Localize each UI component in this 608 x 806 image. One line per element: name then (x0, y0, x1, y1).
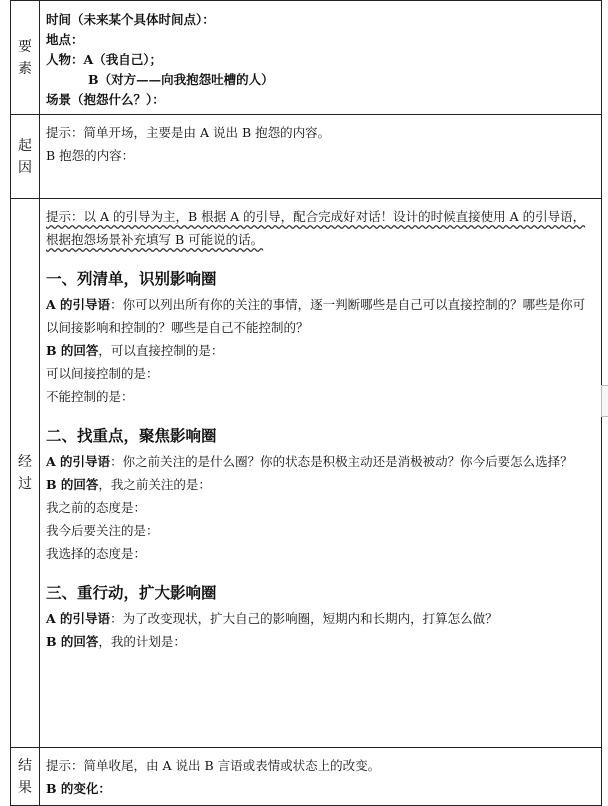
section2-prompt (46, 450, 595, 473)
label-char: 因 (18, 159, 32, 176)
label-start (11, 115, 40, 199)
section1-line2[interactable]: 可以间接控制的是： (46, 366, 159, 381)
row-result (11, 748, 602, 806)
label-process (11, 199, 40, 748)
elements-content (40, 1, 602, 115)
label-char: 结 (18, 757, 32, 774)
label-char: 要 (18, 38, 32, 55)
section2-line2[interactable]: 我之前的态度是： (46, 500, 147, 515)
a-text: ：你之前关注的是什么圈？你的状态是积极主动还是消极被动？你今后要怎么选择？ (110, 454, 573, 469)
place-field[interactable]: 地点： (46, 32, 84, 47)
label-elements (11, 1, 40, 115)
section3-title: 三、重行动，扩大影响圈 (46, 583, 217, 602)
b-text: ，我之前关注的是： (98, 477, 211, 492)
people-a-field[interactable]: 人物：A（我自己）； (46, 52, 162, 67)
label-char: 经 (18, 454, 32, 470)
label-char: 素 (18, 60, 32, 77)
b-complaint-field[interactable]: B 抱怨的内容： (46, 148, 135, 163)
time-field[interactable]: 时间（未来某个具体时间点）： (46, 12, 215, 27)
label-char: 起 (18, 137, 32, 154)
result-content (40, 748, 602, 806)
process-content (40, 199, 602, 748)
row-elements (11, 1, 602, 115)
process-hint: 提示：以 A 的引导为主，B 根据 A 的引导，配合完成好对话！设计的时候直接使用 A 的引导语，根据抱怨场景补充填写 B 可能说的话。 (46, 209, 586, 247)
b-change-field[interactable]: B 的变化： (46, 781, 111, 796)
a-label: A 的引导语 (46, 454, 111, 469)
b-label: B 的回答 (46, 634, 99, 649)
b-label: B 的回答 (46, 477, 99, 492)
worksheet-table (10, 0, 602, 806)
people-b-field[interactable]: B（对方——向我抱怨吐槽的人） (88, 72, 274, 87)
section3-answer[interactable] (46, 630, 595, 653)
label-char: 果 (18, 779, 32, 796)
scroll-handle[interactable] (601, 385, 608, 417)
section2-line4[interactable]: 我选择的态度是： (46, 546, 147, 561)
a-text: ：你可以列出所有你的关注的事情，逐一判断哪些是自己可以直接控制的？哪些是你可以间接影响和控制的？哪些是自己不能控制的？ (46, 297, 586, 335)
label-char: 过 (18, 476, 32, 492)
section3-prompt (46, 607, 595, 630)
result-hint: 提示：简单收尾，由 A 说出 B 言语或表情或状态上的改变。 (46, 758, 381, 773)
a-text: ：为了改变现状，扩大自己的影响圈，短期内和长期内，打算怎么做？ (110, 611, 498, 626)
b-text: ，我的计划是： (98, 634, 186, 649)
section1-answer[interactable] (46, 339, 595, 362)
section2-line3[interactable]: 我今后要关注的是： (46, 523, 159, 538)
section1-prompt (46, 293, 595, 339)
section1-line3[interactable]: 不能控制的是： (46, 389, 134, 404)
section2-answer[interactable] (46, 473, 595, 496)
scene-field[interactable]: 场景（抱怨什么？）： (46, 92, 165, 107)
row-process (11, 199, 602, 748)
a-label: A 的引导语 (46, 297, 111, 312)
a-label: A 的引导语 (46, 611, 111, 626)
b-label: B 的回答 (46, 343, 99, 358)
start-hint: 提示：简单开场，主要是由 A 说出 B 抱怨的内容。 (46, 125, 331, 140)
section1-title: 一、列清单，识别影响圈 (46, 269, 217, 288)
section2-title: 二、找重点，聚焦影响圈 (46, 426, 217, 445)
label-result (11, 748, 40, 806)
b-text: ，可以直接控制的是： (98, 343, 224, 358)
row-start (11, 115, 602, 199)
start-content (40, 115, 602, 199)
